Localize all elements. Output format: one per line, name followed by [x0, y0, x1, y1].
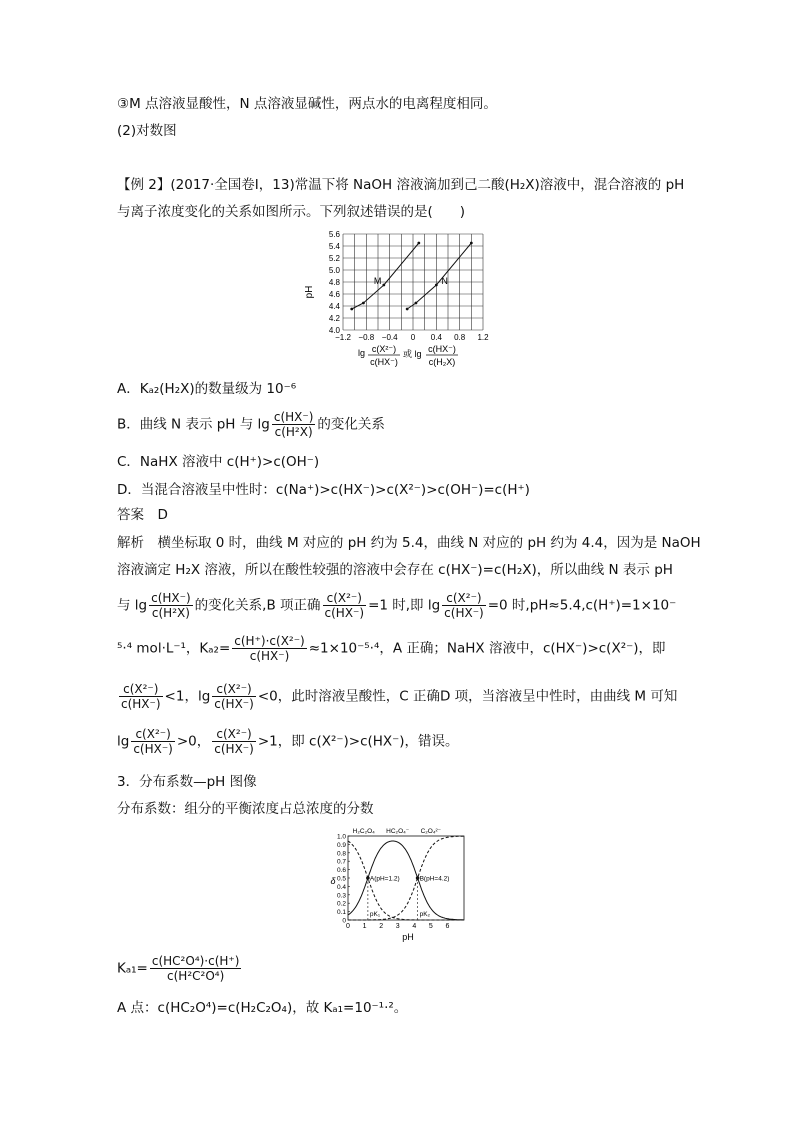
analysis-line4: ⁵·⁴ mol·L⁻¹，Kₐ₂= $\frac{\text{c(H⁺)·c(X²⁻)}}{c(HX^-)}$ ≈1×10⁻⁵·⁴，A 正确；NaHX 溶液中，c(HX⁻)>c(X²⁻)，即: [117, 634, 666, 663]
data-point: [417, 242, 420, 245]
series-line-M: [352, 243, 419, 309]
fraction-numerator: c(HX⁻): [273, 410, 314, 424]
y-tick-label: 4.8: [328, 278, 340, 287]
x-label-right-numerator: c(HX⁻): [428, 344, 456, 354]
y-tick-label: 4.4: [328, 302, 340, 311]
point-a-conclusion: A 点：c(HC₂O⁴)=c(H₂C₂O₄)，故 Kₐ₁=10⁻¹·²。: [117, 1000, 408, 1016]
fraction: $\frac{c(HX^-)}{\text{c(H²X)}}$: [151, 591, 191, 620]
data-point: [362, 302, 365, 305]
series-line-N: [407, 243, 471, 309]
fraction: $\frac{\text{c(X²⁻)}}{c(HX^-)}$: [214, 682, 254, 711]
series-label-N: N: [441, 276, 448, 286]
option-a: A．Kₐ₂(H₂X)的数量级为 10⁻⁶: [117, 381, 297, 397]
example-question-line1: [117, 175, 684, 195]
fraction: $\frac{\text{c(X²⁻)}}{c(HX^-)}$: [444, 591, 484, 620]
data-point: [415, 302, 418, 305]
y-tick-label: 0.3: [336, 892, 346, 900]
y-tick-label: 0.5: [336, 875, 346, 883]
ph-log-chart: [300, 226, 500, 374]
x-label-mid: 或 lg: [403, 349, 422, 359]
y-tick-label: 0.4: [336, 883, 346, 891]
analysis-line6: lg $\frac{\text{c(X²⁻)}}{c(HX^-)}$ >0， $\frac{\text{c(X²⁻)}}{c(HX^-)}$ >1，即 c(X²⁻)>c(HX⁻)，错误。: [117, 727, 459, 756]
analysis-line1: 解析 横坐标取 0 时，曲线 M 对应的 pH 约为 5.4，曲线 N 对应的 pH 约为 4.4，因为是 NaOH: [117, 535, 701, 551]
y-tick-label: 4.2: [328, 314, 340, 323]
example-text: 常温下将 NaOH 溶液滴加到己二酸(H₂X)溶液中，混合溶液的 pH: [294, 177, 685, 193]
x-tick-label: 5: [428, 923, 433, 930]
data-point: [350, 308, 353, 311]
legend-label: H₂C₂O₄: [352, 828, 375, 835]
x-label-right-denominator: c(H₂X): [428, 357, 456, 367]
y-tick-label: 0.7: [336, 858, 346, 866]
data-point: [382, 284, 385, 287]
option-b: [117, 410, 385, 439]
legend-label: HC₂O₄⁻: [386, 828, 410, 835]
series-label-M: M: [373, 276, 382, 286]
x-label-left-numerator: c(X²⁻): [371, 344, 397, 354]
answer-line: 答案 D: [117, 507, 168, 523]
y-tick-label: 0.2: [336, 900, 346, 908]
y-tick-label: 0.9: [336, 841, 346, 849]
text-line: ③M 点溶液显酸性，N 点溶液显碱性，两点水的电离程度相同。: [117, 96, 497, 112]
example-source: (2017·全国卷Ⅰ，13): [170, 177, 295, 193]
y-tick-label: 0.6: [336, 867, 346, 875]
x-axis-label: pH: [402, 932, 414, 942]
x-label-lg: lg: [358, 348, 366, 358]
y-axis-label: pH: [304, 285, 315, 299]
x-tick-label: −0.8: [358, 333, 375, 342]
y-tick-label: 0.8: [336, 850, 346, 858]
y-axis-label: δ: [330, 876, 336, 886]
y-tick-label: 5.4: [328, 242, 340, 251]
chart-annotations: [366, 876, 449, 921]
x-tick-label: 0: [346, 923, 350, 930]
x-tick-label: −1.2: [335, 333, 351, 342]
section-3-heading: 3．分布系数—pH 图像: [117, 774, 257, 790]
pk-label-a: pK₁: [369, 911, 381, 918]
x-tick-label: 0.4: [430, 333, 442, 342]
chart-tick-labels: [329, 230, 489, 342]
y-tick-label: 0: [342, 917, 346, 925]
fraction: $\frac{\text{c(X²⁻)}}{c(HX^-)}$: [324, 591, 365, 620]
data-point: [470, 242, 473, 245]
fraction: $\frac{\text{c(X²⁻)}}{c(HX^-)}$: [121, 682, 161, 711]
option-b-suffix: 的变化关系: [317, 416, 385, 433]
subsection-heading: (2)对数图: [117, 123, 177, 139]
example-tag: 【例 2】: [117, 177, 171, 193]
example-question-line2: 与离子浓度变化的关系如图所示。下列叙述错误的是( ): [117, 204, 466, 220]
option-b-prefix: B．曲线 N 表示 pH 与 lg: [117, 416, 270, 433]
option-d: D．当混合溶液呈中性时：c(Na⁺)>c(HX⁻)>c(X²⁻)>c(OH⁻)=c(H⁺): [117, 482, 530, 498]
analysis-line2: 溶液滴定 H₂X 溶液，所以在酸性较强的溶液中会存在 c(HX⁻)=c(H₂X)，所以曲线 N 表示 pH: [117, 562, 673, 578]
x-tick-label: 6: [445, 923, 450, 930]
x-tick-label: 1: [362, 923, 367, 930]
pk-label-b: pK₂: [419, 911, 431, 918]
point-b-label: B(pH=4.2): [419, 875, 450, 883]
x-axis-label: [358, 344, 458, 367]
fraction-denominator: c(H²X): [274, 425, 313, 439]
x-tick-label: 4: [412, 923, 417, 930]
y-tick-label: 5.6: [328, 230, 340, 239]
ka1-formula: Kₐ₁= $\frac{\text{c(HC²O⁴)·c(H⁺)}}{\text{c(H²C²O⁴)}}$: [117, 954, 240, 983]
data-point: [406, 308, 409, 311]
x-tick-label: 2: [379, 923, 384, 930]
analysis-line3: 与 lg $\frac{c(HX^-)}{\text{c(H²X)}}$ 的变化关系,B 项正确 $\frac{\text{c(X²⁻)}}{c(HX^-)}$ =1 时,即 lg $\frac{\text{c(X²⁻)}}{c(HX^-)}$ =0 时,pH≈5.4,c(H⁺)=1×10⁻: [117, 591, 677, 620]
chart-grid: [343, 234, 483, 330]
x-tick-label: 0: [410, 333, 416, 342]
fraction: $\frac{\text{c(H⁺)·c(X²⁻)}}{c(HX^-)}$: [234, 634, 305, 663]
fraction: [272, 410, 316, 439]
distribution-chart: [326, 822, 468, 944]
analysis-line5: $\frac{\text{c(X²⁻)}}{c(HX^-)}$ <1，lg $\frac{\text{c(X²⁻)}}{c(HX^-)}$ <0，此时溶液呈酸性，C 正确D 项，当溶液呈中性时，由曲线 M 可知: [121, 682, 678, 711]
option-c: C．NaHX 溶液中 c(H⁺)>c(OH⁻): [117, 454, 320, 470]
x-tick-label: 3: [395, 923, 400, 930]
data-point: [435, 284, 438, 287]
x-tick-label: 0.8: [454, 333, 466, 342]
section-3-description: 分布系数：组分的平衡浓度占总浓度的分数: [117, 801, 374, 817]
point-a-label: A(pH=1.2): [369, 875, 400, 883]
x-tick-label: −0.4: [381, 333, 398, 342]
chart-series: [350, 242, 472, 311]
fraction: $\frac{\text{c(HC²O⁴)·c(H⁺)}}{\text{c(H²C²O⁴)}}$: [151, 954, 240, 983]
y-tick-label: 4.6: [328, 290, 340, 299]
y-tick-label: 4.0: [328, 326, 340, 335]
x-label-left-denominator: c(HX⁻): [370, 357, 398, 367]
y-tick-label: 0.1: [336, 909, 346, 917]
y-tick-label: 1.0: [336, 833, 346, 841]
fraction: $\frac{\text{c(X²⁻)}}{c(HX^-)}$: [214, 727, 254, 756]
y-tick-label: 5.2: [328, 254, 340, 263]
y-tick-label: 5.0: [328, 266, 340, 275]
fraction: $\frac{\text{c(X²⁻)}}{c(HX^-)}$: [133, 727, 173, 756]
legend-label: C₂O₄²⁻: [420, 828, 442, 835]
x-tick-label: 1.2: [477, 333, 489, 342]
chart-series: [348, 828, 464, 920]
